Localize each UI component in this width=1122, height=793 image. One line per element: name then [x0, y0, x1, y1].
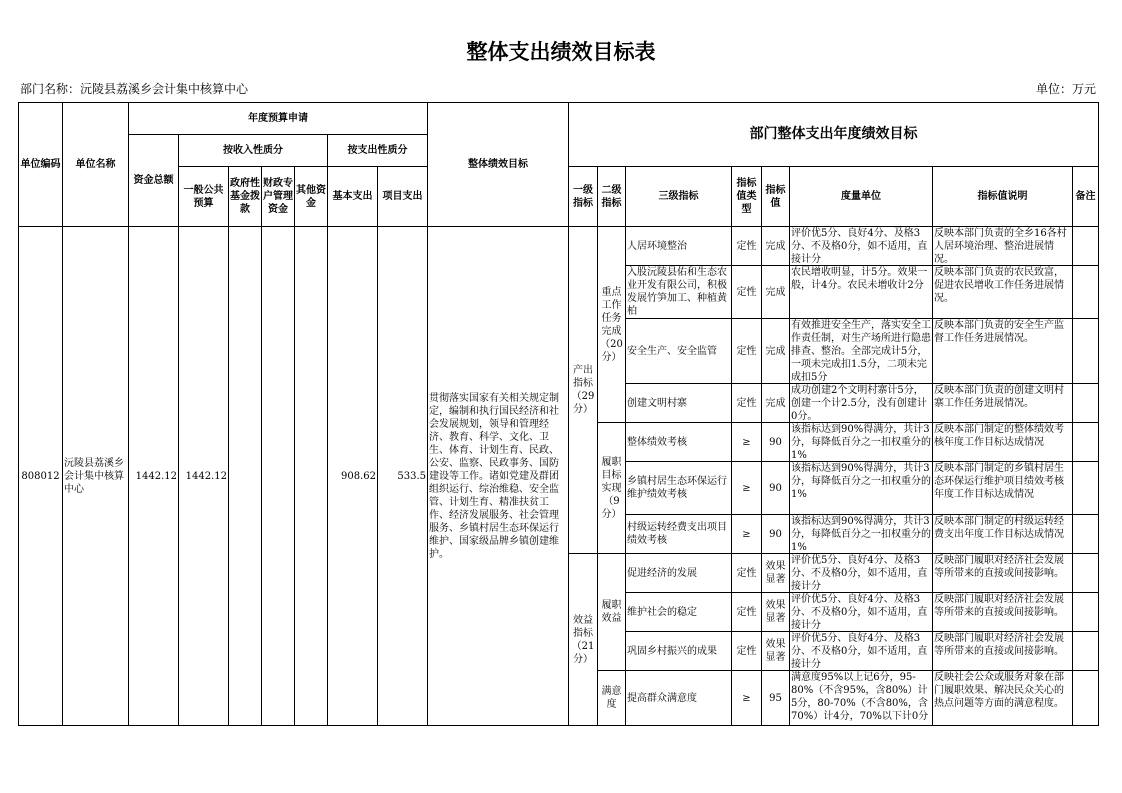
- header-ind-desc: 指标值说明: [933, 167, 1073, 227]
- measure-cell: [790, 515, 933, 554]
- desc-cell: [933, 319, 1073, 384]
- desc-cell: [933, 227, 1073, 266]
- ind-type-cell: 定性: [732, 266, 762, 319]
- ind-type-cell: ≥: [732, 671, 762, 726]
- level3-cell: 促进经济的发展: [626, 554, 732, 593]
- measure-text: 该指标达到90%得满分，共计3分，每降低百分之一扣权重分的1%: [791, 424, 931, 461]
- ind-value-cell: 完成: [762, 227, 790, 266]
- total-cell: 1442.12: [129, 227, 179, 726]
- measure-cell: [790, 554, 933, 593]
- level3-cell: 提高群众满意度: [626, 671, 732, 726]
- remark-cell: [1073, 384, 1099, 423]
- unit-name-cell: 沅陵县荔溪乡会计集中核算中心: [63, 227, 129, 726]
- level3-cell: 安全生产、安全监管: [626, 319, 732, 384]
- desc-cell: [933, 515, 1073, 554]
- level3-text: 入股沅陵县佑和生态农业开发有限公司，积极发展竹笋加工、种植黄柏: [627, 267, 727, 317]
- measure-text: 评价优5分、良好4分、及格3分、不及格0分，如不适用，直接计分: [791, 594, 928, 631]
- measure-text: 评价优5分、良好4分、及格3分、不及格0分，如不适用，直接计分: [791, 633, 928, 670]
- page-title: 整体支出绩效目标表: [466, 40, 656, 64]
- ind-type-cell: ≥: [732, 423, 762, 462]
- header-general: 一般公共预算: [179, 167, 229, 227]
- ind-type-cell: 定性: [732, 319, 762, 384]
- measure-cell: [790, 423, 933, 462]
- remark-cell: [1073, 266, 1099, 319]
- ind-value-cell: 90: [762, 515, 790, 554]
- header-ind-value: 指标值: [762, 167, 790, 227]
- header-by-expense: 按支出性质分: [328, 135, 428, 167]
- measure-cell: [790, 227, 933, 266]
- general-cell: 1442.12: [179, 227, 229, 726]
- ind-type-cell: 定性: [732, 554, 762, 593]
- level2-duty-effect-cell: 履职效益: [598, 554, 626, 671]
- remark-cell: [1073, 632, 1099, 671]
- fin-fund-cell: [262, 227, 295, 726]
- measure-cell: [790, 593, 933, 632]
- ind-type-cell: ≥: [732, 515, 762, 554]
- ind-value-cell: 效果显著: [762, 593, 790, 632]
- remark-cell: [1073, 227, 1099, 266]
- measure-text: 该指标达到90%得满分，共计3分，每降低百分之一扣权重分的1%: [791, 516, 931, 553]
- level3-cell: 村级运转经费支出项目绩效考核: [626, 515, 732, 554]
- level2-satisfaction-cell: 满意度: [598, 671, 626, 726]
- header-overall-goal: 整体绩效目标: [428, 103, 569, 227]
- ind-value-cell: 效果显著: [762, 632, 790, 671]
- header-other: 其他资金: [295, 167, 328, 227]
- ind-type-cell: ≥: [732, 462, 762, 515]
- desc-cell: [933, 593, 1073, 632]
- ind-type-cell: 定性: [732, 227, 762, 266]
- ind-value-cell: 完成: [762, 384, 790, 423]
- desc-text: 反映部门履职对经济社会发展等所带来的直接或间接影响。: [934, 594, 1064, 618]
- level3-cell: 整体绩效考核: [626, 423, 732, 462]
- level2-key-task-cell: 重点工作任务完成（20分）: [598, 227, 626, 423]
- remark-cell: [1073, 423, 1099, 462]
- measure-cell: [790, 266, 933, 319]
- ind-value-cell: 效果显著: [762, 554, 790, 593]
- measure-text: 评价优5分、良好4分、及格3分、不及格0分，如不适用，直接计分: [791, 555, 928, 592]
- desc-text: 反映本部门制定的整体绩效考核年度工作目标达成情况: [934, 424, 1064, 448]
- header-lvl1: 一级指标: [569, 167, 598, 227]
- project-cell: 533.5: [378, 227, 428, 726]
- measure-cell: [790, 632, 933, 671]
- measure-cell: [790, 671, 933, 726]
- header-project: 项目支出: [378, 167, 428, 227]
- header-measure: 度量单位: [790, 167, 933, 227]
- ind-type-cell: 定性: [732, 384, 762, 423]
- performance-table: [18, 102, 1099, 726]
- desc-cell: [933, 671, 1073, 726]
- measure-text: 满意度95%以上记6分，95-80%（不含95%，含80%）计5分，80-70%（不含80%，含70%）计4分，70%以下计0分: [791, 672, 929, 722]
- desc-text: 反映本部门负责的农民致富，促进农民增收工作任务进展情况。: [934, 267, 1064, 304]
- desc-text: 反映本部门负责的全乡16各村人居环境治理、整治进展情况。: [934, 228, 1067, 265]
- ind-value-cell: 95: [762, 671, 790, 726]
- desc-text: 反映社会公众或服务对象在部门履职效果、解决民众关心的热点问题等方面的满意程度。: [934, 672, 1064, 709]
- ind-type-cell: 定性: [732, 593, 762, 632]
- overall-goal-cell: 贯彻落实国家有关相关规定制定，编制和执行国民经济和社会发展规划，领导和管理经济、教育、科学、文化、卫生、体育、计划生育、民政、公安、监察、民政事务、国防建设等工作。诸如党建及群团组织运行、综治维稳、安全监管、计划生育、精准扶贫工作、经济发展服务、社会管理服务、乡镇村居生态环保运行维护、国家级品牌乡镇创建维护。: [428, 227, 569, 726]
- measure-cell: [790, 462, 933, 515]
- basic-cell: 908.62: [328, 227, 378, 726]
- level3-cell: 创建文明村寨: [626, 384, 732, 423]
- measure-cell: [790, 384, 933, 423]
- measure-text: 成功创建2个文明村寨计5分，创建一个计2.5分，没有创建计0分。: [791, 385, 927, 422]
- measure-text: 该指标达到90%得满分，共计3分，每降低百分之一扣权重分的1%: [791, 463, 931, 500]
- header-basic: 基本支出: [328, 167, 378, 227]
- desc-text: 反映部门履职对经济社会发展等所带来的直接或间接影响。: [934, 633, 1064, 657]
- currency-unit: 单位：万元: [1035, 82, 1096, 96]
- desc-text: 反映本部门制定的乡镇村居生态环保运行维护项目绩效考核年度工作目标达成情况: [934, 463, 1064, 500]
- remark-cell: [1073, 462, 1099, 515]
- gov-fund-cell: [229, 227, 262, 726]
- ind-value-cell: 完成: [762, 319, 790, 384]
- header-unit-code: 单位编码: [19, 103, 63, 227]
- remark-cell: [1073, 319, 1099, 384]
- ind-value-cell: 完成: [762, 266, 790, 319]
- ind-value-cell: 90: [762, 462, 790, 515]
- level1-effect-cell: 效益指标（21分）: [569, 554, 598, 726]
- other-cell: [295, 227, 328, 726]
- table-row: [19, 227, 1099, 266]
- level1-output-cell: 产出指标（29分）: [569, 227, 598, 554]
- measure-text: 有效推进安全生产，落实安全工作责任制，对生产场所进行隐患排查、整治。全部完成计5分，一项未完成扣1.5分，二项未完成扣5分: [791, 320, 931, 383]
- level3-cell: 乡镇村居生态环保运行维护绩效考核: [626, 462, 732, 515]
- level3-cell: 巩固乡村振兴的成果: [626, 632, 732, 671]
- header-by-income: 按收入性质分: [179, 135, 328, 167]
- header-ind-type: 指标值类型: [732, 167, 762, 227]
- header-annual-budget: 年度预算申请: [129, 103, 428, 135]
- desc-cell: [933, 462, 1073, 515]
- measure-cell: [790, 319, 933, 384]
- remark-cell: [1073, 554, 1099, 593]
- desc-cell: [933, 554, 1073, 593]
- header-unit-name: 单位名称: [63, 103, 129, 227]
- desc-text: 反映本部门负责的创建文明村寨工作任务进展情况。: [934, 385, 1064, 409]
- level3-cell: [626, 266, 732, 319]
- level3-cell: 人居环境整治: [626, 227, 732, 266]
- remark-cell: [1073, 671, 1099, 726]
- header-row-1: [19, 103, 1099, 135]
- header-remark: 备注: [1073, 167, 1099, 227]
- desc-text: 反映本部门制定的村级运转经费支出年度工作目标达成情况: [934, 516, 1064, 540]
- desc-text: 反映本部门负责的安全生产监督工作任务进展情况。: [934, 320, 1064, 344]
- ind-type-cell: 定性: [732, 632, 762, 671]
- ind-value-cell: 90: [762, 423, 790, 462]
- desc-text: 反映部门履职对经济社会发展等所带来的直接或间接影响。: [934, 555, 1064, 579]
- header-lvl2: 二级指标: [598, 167, 626, 227]
- header-gov-fund: 政府性基金拨款: [229, 167, 262, 227]
- unit-code-cell: 808012: [19, 227, 63, 726]
- header-total: 资金总额: [129, 135, 179, 227]
- desc-cell: [933, 632, 1073, 671]
- department-name: 部门名称：沅陵县荔溪乡会计集中核算中心: [20, 82, 249, 96]
- desc-cell: [933, 384, 1073, 423]
- level3-cell: 维护社会的稳定: [626, 593, 732, 632]
- measure-text: 评价优5分、良好4分、及格3分、不及格0分，如不适用，直接计分: [791, 228, 928, 265]
- header-fin-fund: 财政专户管理资金: [262, 167, 295, 227]
- desc-cell: [933, 423, 1073, 462]
- header-dept-goal: 部门整体支出年度绩效目标: [569, 103, 1099, 167]
- header-lvl3: 三级指标: [626, 167, 732, 227]
- measure-text: 农民增收明显，计5分。效果一般，计4分。农民未增收计2分: [791, 267, 928, 291]
- remark-cell: [1073, 515, 1099, 554]
- remark-cell: [1073, 593, 1099, 632]
- level2-duty-target-cell: 履职目标实现（9分）: [598, 423, 626, 554]
- desc-cell: [933, 266, 1073, 319]
